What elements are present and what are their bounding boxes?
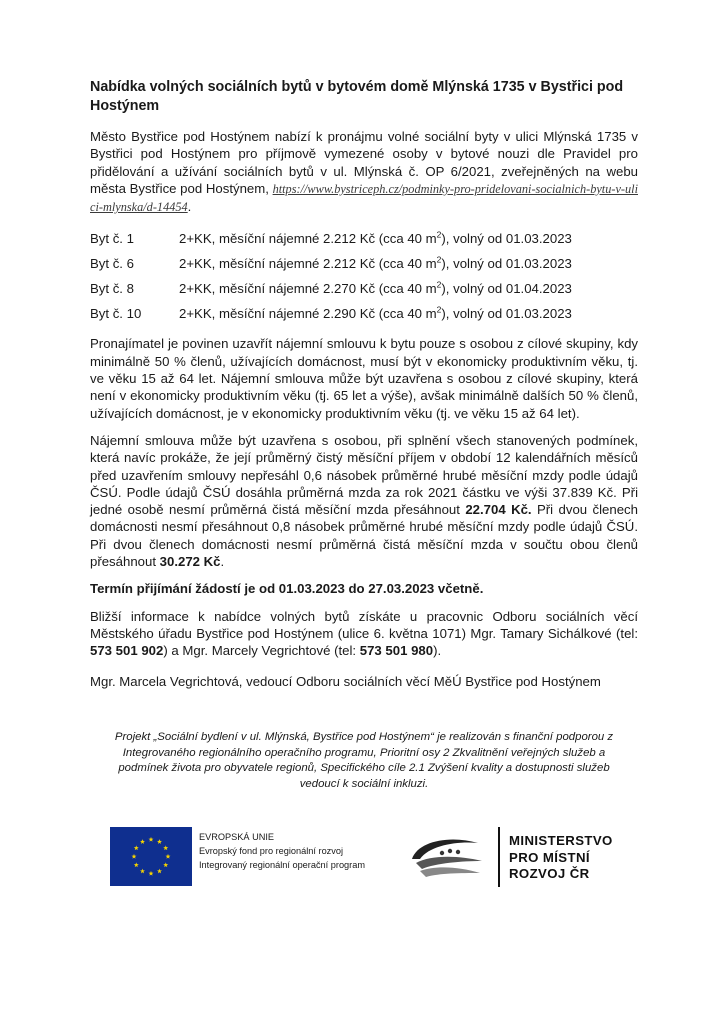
application-deadline: Termín přijímání žádostí je od 01.03.2023 do 27.03.2023 včetně. [90,581,484,597]
eu-logo-text [199,831,365,872]
phone-vegrichtova: 573 501 980 [359,643,434,659]
rules-link[interactable]: https://www.bystriceph.cz/podminky-pro-pridelovani-socialnich-bytu-v-ulici-mlynska/d-14454 [90,181,638,215]
intro-end: . [187,199,192,215]
contact-paragraph: Bližší informace k nabídce volných bytů získáte u pracovnic Odboru sociálních věcí Městského úřadu Bystřice pod Hostýnem (ulice 6. května 1071) Mgr. Tamary Sichálkové (tel: 573 501 902) a Mgr. Marcely Vegrichtové (tel: 573 501 980). [90,608,638,659]
unit-row [90,276,638,301]
logo-divider [498,827,500,887]
eu-logo-line: EVROPSKÁ UNIE [199,832,275,842]
mmr-emblem-icon [406,833,486,879]
income-limit-couple: 30.272 Kč [159,554,221,570]
intro-text: Město Bystřice pod Hostýnem nabízí k pronájmu volné sociální byty v ulici Mlýnská 1735 v Bystřici pod Hostýnem pro příjmově vymezené osoby v bytové nouzi dle Pravidel pro přidělování a užívání sociálních bytů v ul. Mlýnská č. OP 6/2021, zveřejněných na webu města Bystřice pod Hostýnem, [90,129,638,196]
unit-description: 2+KK, měsíční nájemné 2.270 Kč (cca 40 $m^2$), volný od 01.04.2023 [179,279,572,297]
landlord-paragraph: Pronajímatel je povinen uzavřít nájemní smlouvu k bytu pouze s osobou z cílové skupiny, kdy minimálně 50 % členů, užívajících domácnost, musí být v ekonomicky produktivním věku, tj. ve věku 15 až 64 let. Nájemní smlouva může být uzavřena s osobou z cílové skupiny, která není v ekonomicky produktivním věku (tj. 65 let a výše), avšak minimálně dalších 50 % členů, užívajících domácnost, je v ekonomicky produktivním věku (tj. ve věku 15 až 64 let). [90,336,638,421]
unit-row [90,251,638,276]
unit-label: Byt č. 1 [90,231,134,247]
ministry-logo-line: ROZVOJ ČR [509,866,590,881]
unit-row [90,226,638,251]
ministry-logo-text [509,833,613,883]
ministry-logo-line: MINISTERSTVO [509,833,613,848]
unit-description: 2+KK, měsíční nájemné 2.212 Kč (cca 40 $m^2$), volný od 01.03.2023 [179,254,572,272]
ministry-logo-line: PRO MÍSTNÍ [509,849,590,865]
unit-row [90,301,638,326]
intro-paragraph [90,128,638,216]
unit-description: 2+KK, měsíční nájemné 2.212 Kč (cca 40 $m^2$), volný od 01.03.2023 [179,229,572,247]
income-paragraph: Nájemní smlouva může být uzavřena s osobou, při splnění všech stanovených podmínek, která navíc prokáže, že její průměrný čistý měsíční příjem v období 12 kalendářních měsíců před uzavřením smlouvy nepřesáhl 0,6 násobek průměrné hrubé měsíční mzdy podle údajů ČSÚ. Podle údajů ČSÚ dosáhla průměrná mzda za rok 2021 částku ve výši 37.839 Kč. Při jedné osobě nesmí průměrná čistá měsíční mzda přesáhnout 22.704 Kč. Při dvou členech domácnosti nesmí přesáhnout 0,8 násobek průměrné hrubé měsíční mzdy podle údajů ČSÚ. Při dvou členech domácnosti nesmí průměrná čistá měsíční mzda v součtu obou členů přesáhnout 30.272 Kč. [90,432,638,570]
document-body [90,78,638,670]
signature-line: Mgr. Marcela Vegrichtová, vedoucí Odboru sociálních věcí MěÚ Bystřice pod Hostýnem [90,674,601,689]
eu-logo-line: Integrovaný regionální operační program [199,859,365,870]
phone-sichalkova: 573 501 902 [90,643,164,659]
unit-list [90,226,638,326]
document-title: Nabídka volných sociálních bytů v bytovém domě Mlýnská 1735 v Bystřici pod Hostýnem [90,79,624,114]
income-limit-single: 22.704 Kč. [465,502,532,518]
eu-logo-line: Evropský fond pro regionální rozvoj [199,845,344,856]
logo-strip [110,827,640,897]
eu-flag-icon [110,827,192,886]
project-note: Projekt „Sociální bydlení v ul. Mlýnská, Bystřice pod Hostýnem“ je realizován s finanční podporou z Integrovaného regionálního operačního programu, Prioritní osy 2 Zkvalitnění veřejných služeb a podmínek života pro obyvatele regionů, Specifického cíle 2.1 Zvýšení kvality a dostupnosti služeb vedoucí k sociální inkluzi. [114,731,614,790]
unit-label: Byt č. 10 [90,306,142,322]
unit-label: Byt č. 6 [90,256,134,272]
unit-description: 2+KK, měsíční nájemné 2.290 Kč (cca 40 $m^2$), volný od 01.03.2023 [179,304,572,322]
unit-label: Byt č. 8 [90,281,134,297]
